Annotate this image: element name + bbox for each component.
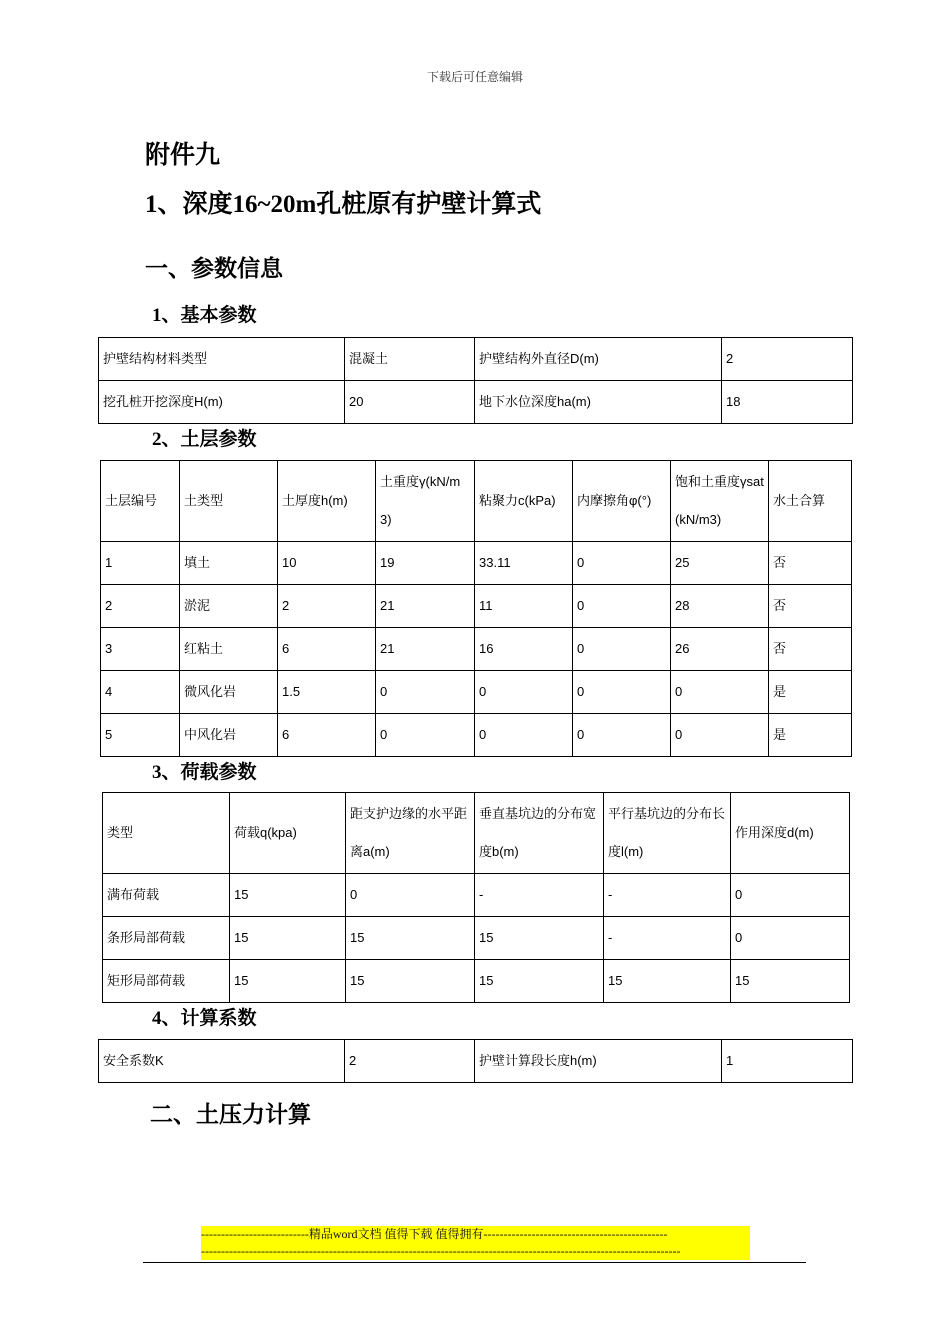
column-header: 粘聚力c(kPa) bbox=[475, 461, 573, 542]
table-cell: 15 bbox=[346, 960, 475, 1003]
column-header: 垂直基坑边的分布宽度b(m) bbox=[475, 793, 604, 874]
footer-line-2: ------------------------------------------------------------------------------------------------------------------------ bbox=[201, 1244, 681, 1258]
table-cell: 微风化岩 bbox=[180, 671, 278, 714]
table-cell: 10 bbox=[278, 542, 376, 585]
table-cell: 护壁结构外直径D(m) bbox=[475, 338, 722, 381]
column-header: 土层编号 bbox=[101, 461, 180, 542]
table-cell: 0 bbox=[475, 671, 573, 714]
table-cell: 否 bbox=[769, 585, 852, 628]
document-title: 1、深度16~20m孔桩原有护壁计算式 bbox=[145, 191, 542, 218]
table-cell: 0 bbox=[573, 628, 671, 671]
table-cell: 28 bbox=[671, 585, 769, 628]
table-cell: 6 bbox=[278, 628, 376, 671]
column-header: 土类型 bbox=[180, 461, 278, 542]
subsection-coef-title: 4、计算系数 bbox=[152, 1008, 257, 1029]
table-row bbox=[101, 714, 852, 757]
table-cell: 2 bbox=[101, 585, 180, 628]
table-cell: 0 bbox=[346, 874, 475, 917]
subsection-soil-title: 2、土层参数 bbox=[152, 429, 257, 450]
column-header: 平行基坑边的分布长度l(m) bbox=[604, 793, 731, 874]
subsection-basic-title: 1、基本参数 bbox=[152, 305, 257, 326]
table-cell: 4 bbox=[101, 671, 180, 714]
table-cell: 15 bbox=[230, 917, 346, 960]
table-cell: 11 bbox=[475, 585, 573, 628]
section-title-earth-pressure: 二、土压力计算 bbox=[150, 1102, 311, 1127]
table-cell: 挖孔桩开挖深度H(m) bbox=[99, 381, 345, 424]
subsection-load-title: 3、荷载参数 bbox=[152, 762, 257, 783]
table-cell: 15 bbox=[604, 960, 731, 1003]
footer-line-1: ---------------------------精品word文档 值得下载 值得拥有---------------------------------------------- bbox=[201, 1227, 668, 1241]
table-row bbox=[101, 671, 852, 714]
table-cell: 护壁计算段长度h(m) bbox=[475, 1040, 722, 1083]
table-cell: 16 bbox=[475, 628, 573, 671]
table-cell: 否 bbox=[769, 542, 852, 585]
table-cell: 0 bbox=[731, 917, 850, 960]
table-row bbox=[103, 874, 850, 917]
table-cell: 淤泥 bbox=[180, 585, 278, 628]
coef-params-table bbox=[98, 1039, 853, 1083]
table-cell: 15 bbox=[475, 917, 604, 960]
table-cell: 2 bbox=[345, 1040, 475, 1083]
table-cell: 0 bbox=[573, 585, 671, 628]
attachment-title: 附件九 bbox=[145, 142, 221, 169]
table-cell: 安全系数K bbox=[99, 1040, 345, 1083]
table-cell: 0 bbox=[573, 671, 671, 714]
table-cell: 18 bbox=[722, 381, 853, 424]
table-cell: 1.5 bbox=[278, 671, 376, 714]
table-cell: 填土 bbox=[180, 542, 278, 585]
table-cell: 2 bbox=[278, 585, 376, 628]
table-row bbox=[101, 585, 852, 628]
table-cell: 否 bbox=[769, 628, 852, 671]
table-cell: 33.11 bbox=[475, 542, 573, 585]
table-cell: 0 bbox=[376, 671, 475, 714]
table-cell: 3 bbox=[101, 628, 180, 671]
load-params-table bbox=[102, 792, 850, 1003]
table-cell: 21 bbox=[376, 585, 475, 628]
column-header: 类型 bbox=[103, 793, 230, 874]
table-cell: 0 bbox=[475, 714, 573, 757]
page-header: 下载后可任意编辑 bbox=[426, 70, 523, 84]
column-header: 荷载q(kpa) bbox=[230, 793, 346, 874]
table-cell: 条形局部荷载 bbox=[103, 917, 230, 960]
table-cell: 矩形局部荷载 bbox=[103, 960, 230, 1003]
table-cell: - bbox=[475, 874, 604, 917]
column-header: 饱和土重度γsat(kN/m3) bbox=[671, 461, 769, 542]
table-row bbox=[103, 917, 850, 960]
table-cell: 25 bbox=[671, 542, 769, 585]
soil-params-table bbox=[100, 460, 852, 757]
table-cell: 1 bbox=[101, 542, 180, 585]
table-cell: 2 bbox=[722, 338, 853, 381]
column-header: 水土合算 bbox=[769, 461, 852, 542]
table-cell: 中风化岩 bbox=[180, 714, 278, 757]
table-header-row bbox=[101, 461, 852, 542]
table-cell: 护壁结构材料类型 bbox=[99, 338, 345, 381]
table-row bbox=[99, 1040, 853, 1083]
table-cell: 0 bbox=[573, 714, 671, 757]
table-cell: 是 bbox=[769, 714, 852, 757]
column-header: 土重度γ(kN/m3) bbox=[376, 461, 475, 542]
table-cell: 15 bbox=[230, 874, 346, 917]
table-cell: 0 bbox=[376, 714, 475, 757]
table-cell: 26 bbox=[671, 628, 769, 671]
table-cell: - bbox=[604, 874, 731, 917]
table-row bbox=[99, 381, 853, 424]
table-row bbox=[101, 542, 852, 585]
table-cell: 混凝土 bbox=[345, 338, 475, 381]
section-title-params: 一、参数信息 bbox=[145, 256, 283, 281]
table-cell: 19 bbox=[376, 542, 475, 585]
table-cell: 0 bbox=[671, 714, 769, 757]
table-cell: 满布荷载 bbox=[103, 874, 230, 917]
footer-rule bbox=[143, 1262, 806, 1263]
table-cell: 20 bbox=[345, 381, 475, 424]
table-cell: 地下水位深度ha(m) bbox=[475, 381, 722, 424]
table-cell: 0 bbox=[573, 542, 671, 585]
table-cell: 21 bbox=[376, 628, 475, 671]
table-row bbox=[103, 960, 850, 1003]
table-cell: 5 bbox=[101, 714, 180, 757]
table-cell: 15 bbox=[731, 960, 850, 1003]
table-row bbox=[101, 628, 852, 671]
table-row bbox=[99, 338, 853, 381]
column-header: 内摩擦角φ(°) bbox=[573, 461, 671, 542]
column-header: 作用深度d(m) bbox=[731, 793, 850, 874]
table-cell: 0 bbox=[731, 874, 850, 917]
table-cell: 0 bbox=[671, 671, 769, 714]
table-cell: 15 bbox=[475, 960, 604, 1003]
table-cell: 红粘土 bbox=[180, 628, 278, 671]
basic-params-table bbox=[98, 337, 853, 424]
column-header: 距支护边缘的水平距离a(m) bbox=[346, 793, 475, 874]
table-cell: 15 bbox=[346, 917, 475, 960]
footer-banner bbox=[201, 1226, 750, 1260]
table-header-row bbox=[103, 793, 850, 874]
table-cell: 15 bbox=[230, 960, 346, 1003]
column-header: 土厚度h(m) bbox=[278, 461, 376, 542]
table-cell: - bbox=[604, 917, 731, 960]
table-cell: 6 bbox=[278, 714, 376, 757]
table-cell: 1 bbox=[722, 1040, 853, 1083]
table-cell: 是 bbox=[769, 671, 852, 714]
